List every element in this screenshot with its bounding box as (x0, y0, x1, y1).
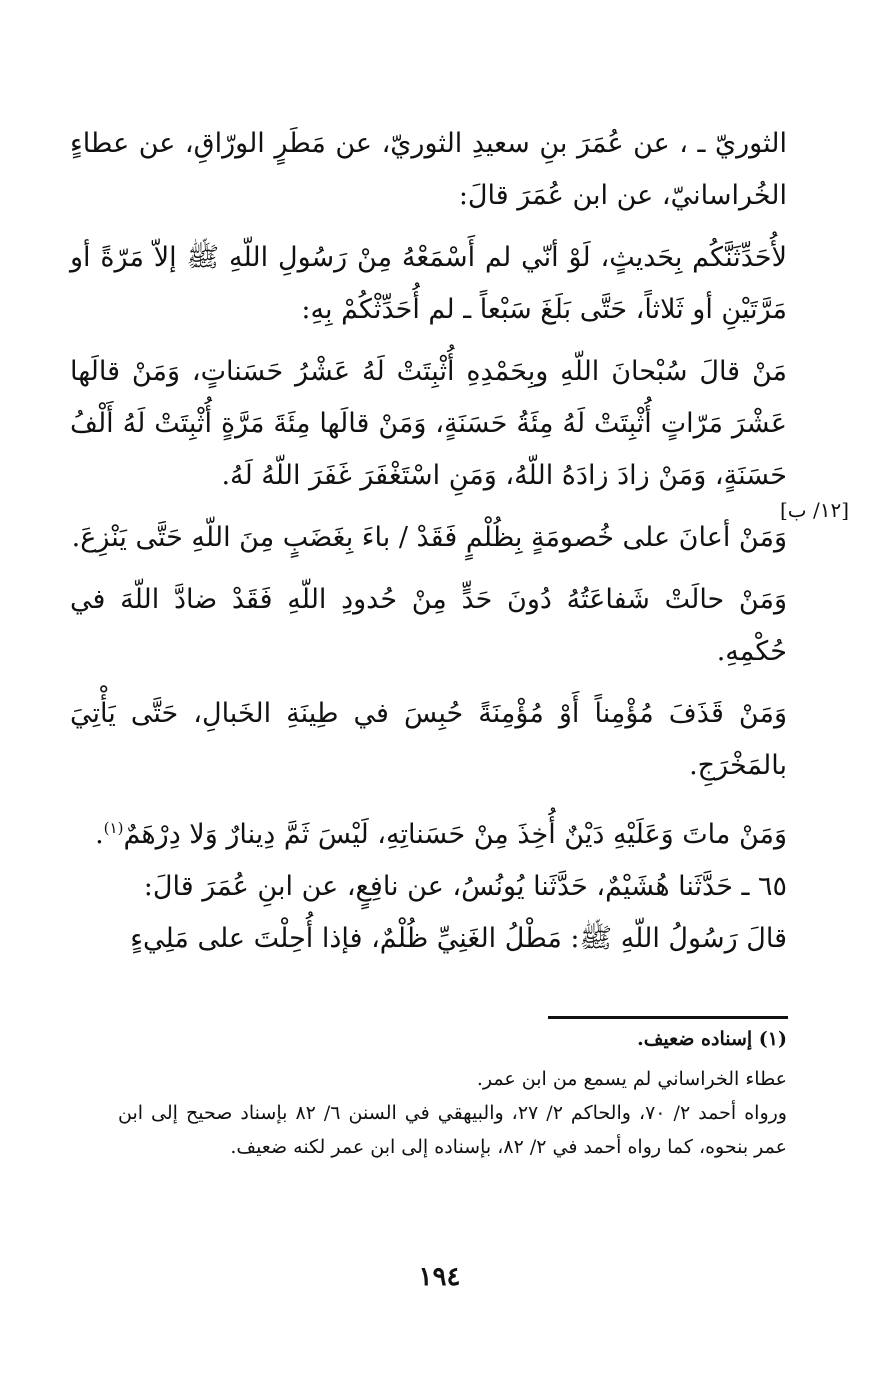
page-number: ١٩٤ (418, 1262, 461, 1292)
paragraph-debt-text: وَمَنْ ماتَ وَعَلَيْهِ دَيْنٌ أُخِذَ مِنْ حَسَناتِهِ، لَيْسَ ثَمَّ دِينارٌ وَلا دِرْهَمٌ (123, 819, 787, 850)
paragraph-tasbih: مَنْ قالَ سُبْحانَ اللّهِ وبِحَمْدِهِ أُثْبِتَتْ لَهُ عَشْرُ حَسَناتٍ، وَمَنْ قالَها عَشْرَ مَرّاتٍ أُثْبِتَتْ لَهُ مِئَةُ حَسَنَةٍ، وَمَنْ قالَها مِئَةَ مَرَّةٍ أُثْبِتَتْ لَهُ أَلْفُ حَسَنَةٍ، وَمَنْ زادَ زادَهُ اللّهُ، وَمَنِ اسْتَغْفَرَ غَفَرَ اللّهُ لَهُ. (70, 356, 787, 491)
paragraph-debt: وَمَنْ ماتَ وَعَلَيْهِ دَيْنٌ أُخِذَ مِنْ حَسَناتِهِ، لَيْسَ ثَمَّ دِينارٌ وَلا دِرْهَمٌ$^{(١)}$. (95, 819, 787, 850)
paragraph-slander: وَمَنْ قَذَفَ مُؤْمِناً أَوْ مُؤْمِنَةً حُبِسَ في طِينَةِ الخَبالِ، حَتَّى يَأْتِيَ بالمَخْرَجِ. (70, 698, 787, 781)
paragraph-injustice: وَمَنْ أعانَ على خُصومَةٍ بِظُلْمٍ فَقَدْ / باءَ بِغَضَبٍ مِنَ اللّهِ حَتَّى يَنْزِعَ. (71, 522, 787, 553)
footnote-line: ورواه أحمد ٢/ ٧٠، والحاكم ٢/ ٢٧، والبيهقي في السنن ٦/ ٨٢ بإسناد صحيح إلى ابن عمر بنحوه، كما رواه أحمد في ٢/ ٨٢، بإسناده إلى ابن عمر لكنه ضعيف. (118, 1102, 787, 1158)
paragraph-intercession: وَمَنْ حالَتْ شَفاعَتُهُ دُونَ حَدٍّ مِنْ حُدودِ اللّهِ فَقَدْ ضادَّ اللّهَ في حُكْمِهِ. (70, 584, 787, 667)
footnote-marker[interactable]: (١) (103, 819, 124, 837)
manuscript-folio-ref: [١٢/ ب] (780, 498, 850, 522)
paragraph-chain: الثوريّ ـ ، عن عُمَرَ بنِ سعيدِ الثوريّ، عن مَطَرٍ الورّاقِ، عن عطاءٍ الخُراسانيّ، عن ابن عُمَرَ قالَ: (70, 128, 787, 211)
hadith-65-text: قالَ رَسُولُ اللّهِ ﷺ: مَطْلُ الغَنِيِّ ظُلْمٌ، فإذا أُحِلْتَ على مَلِيءٍ (130, 923, 787, 954)
footnote-head: (١) إسناده ضعيف. (637, 1028, 787, 1050)
footnote-divider (548, 1016, 788, 1019)
main-text (70, 118, 787, 965)
footnotes (118, 1022, 787, 1164)
hadith-65-chain: ٦٥ ـ حَدَّثَنا هُشَيْمٌ، حَدَّثَنا يُونُسُ، عن نافِعٍ، عن ابنِ عُمَرَ قالَ: (143, 871, 787, 902)
footnote-line: عطاء الخراساني لم يسمع من ابن عمر. (476, 1068, 787, 1090)
paragraph-oath: لأُحَدِّثَنَّكُم بِحَديثٍ، لَوْ أنّي لم أَسْمَعْهُ مِنْ رَسُولِ اللّهِ ﷺ إلاّ مَرّةً أو مَرَّتَيْنِ أو ثَلاثاً، حَتَّى بَلَغَ سَبْعاً ـ لم أُحَدِّثْكُمْ بِهِ: (70, 242, 787, 325)
